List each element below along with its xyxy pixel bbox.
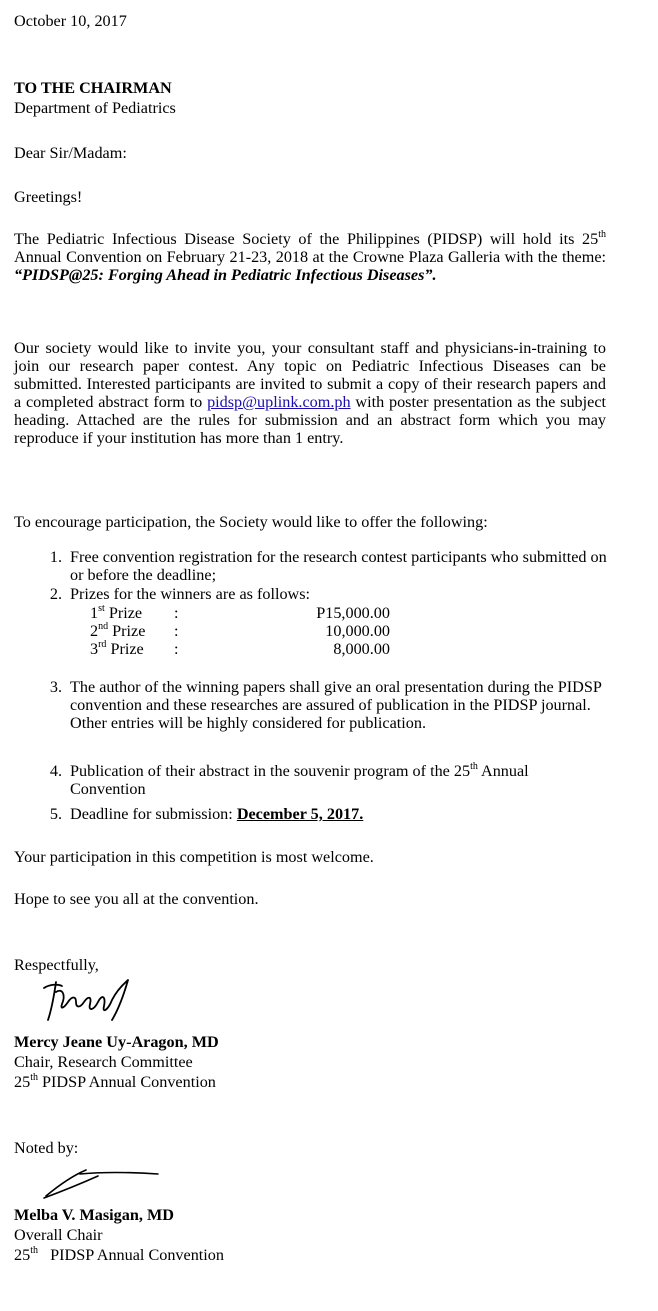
noted-by: Noted by:	[14, 1139, 79, 1157]
list-number: 1.	[49, 548, 62, 566]
list-number: 5.	[49, 805, 62, 823]
paragraph-encourage: To encourage participation, the Society would like to offer the following:	[14, 513, 488, 531]
salutation: Dear Sir/Madam:	[14, 144, 127, 162]
prize-label: 2nd Prize	[90, 620, 146, 640]
signer1-convention: 25th PIDSP Annual Convention	[14, 1071, 216, 1091]
paragraph-convention-text: The Pediatric Infectious Disease Society of the Philippines (PIDSP) will hold its 25	[14, 230, 599, 248]
prize-row	[90, 622, 390, 640]
signature-masigan	[40, 1162, 170, 1202]
list-item-text: Prizes for the winners are as follows:	[70, 585, 311, 603]
prize-amount: P15,000.00	[316, 604, 390, 622]
signature-aragon	[40, 974, 140, 1026]
prize-label: 3rd Prize	[90, 638, 144, 658]
recipient-department: Department of Pediatrics	[14, 99, 176, 117]
signer2-role: Overall Chair	[14, 1226, 103, 1244]
paragraph-invitation-text-2: with poster presentation as the subject heading. Attached are the rules for submission and an abstract form which you may reproduce if your institution has more than 1 entry.	[14, 393, 607, 447]
list-item-text: Deadline for submission: December 5, 2017.	[70, 805, 364, 823]
prize-colon: :	[174, 640, 179, 658]
letter-date: October 10, 2017	[14, 12, 127, 30]
prize-colon: :	[174, 604, 179, 622]
prize-label: 1st Prize	[90, 602, 143, 622]
list-item-text: Publication of their abstract in the souvenir program of the 25th Annual Convention	[70, 760, 529, 798]
signer1-role: Chair, Research Committee	[14, 1053, 193, 1071]
prize-row	[90, 640, 390, 658]
list-number: 4.	[49, 762, 62, 780]
signer2-convention: 25th PIDSP Annual Convention	[14, 1244, 224, 1264]
greeting: Greetings!	[14, 188, 83, 206]
convention-theme: “PIDSP@25: Forging Ahead in Pediatric Infectious Diseases”.	[14, 266, 437, 284]
email-link[interactable]: pidsp@uplink.com.ph	[207, 393, 351, 411]
list-item-text: Free convention registration for the research contest participants who submitted on or before the deadline;	[70, 548, 607, 584]
prize-amount: 8,000.00	[333, 640, 390, 658]
list-number: 2.	[49, 585, 62, 603]
ordinal-suffix: th	[598, 228, 606, 240]
prize-row	[90, 604, 390, 622]
deadline-date: December 5, 2017.	[236, 805, 364, 823]
closing-line-2: Hope to see you all at the convention.	[14, 890, 259, 908]
paragraph-convention	[14, 230, 606, 284]
prize-colon: :	[174, 622, 179, 640]
signoff: Respectfully,	[14, 956, 99, 974]
list-item-text: The author of the winning papers shall give an oral presentation during the PIDSP convention and these researches are assured of publication in the PIDSP journal. Other entries will be highly considered for publication.	[70, 678, 602, 732]
paragraph-invitation-text: Our society would like to invite you, your consultant staff and physicians-in-training to join our research paper contest. Any topic on Pediatric Infectious Diseases can be submitted. Interested participants are invited to submit a copy of their research papers and a completed abstract form to	[14, 339, 606, 411]
prize-amount: 10,000.00	[325, 622, 390, 640]
paragraph-invitation	[14, 339, 606, 447]
signer1-name: Mercy Jeane Uy-Aragon, MD	[14, 1033, 219, 1051]
list-number: 3.	[49, 678, 62, 696]
paragraph-convention-text-2: Annual Convention on February 21-23, 2018 at the Crowne Plaza Galleria with the theme:	[14, 248, 606, 266]
recipient-title: TO THE CHAIRMAN	[14, 79, 172, 97]
signer2-name: Melba V. Masigan, MD	[14, 1206, 174, 1224]
closing-line-1: Your participation in this competition is most welcome.	[14, 848, 374, 866]
